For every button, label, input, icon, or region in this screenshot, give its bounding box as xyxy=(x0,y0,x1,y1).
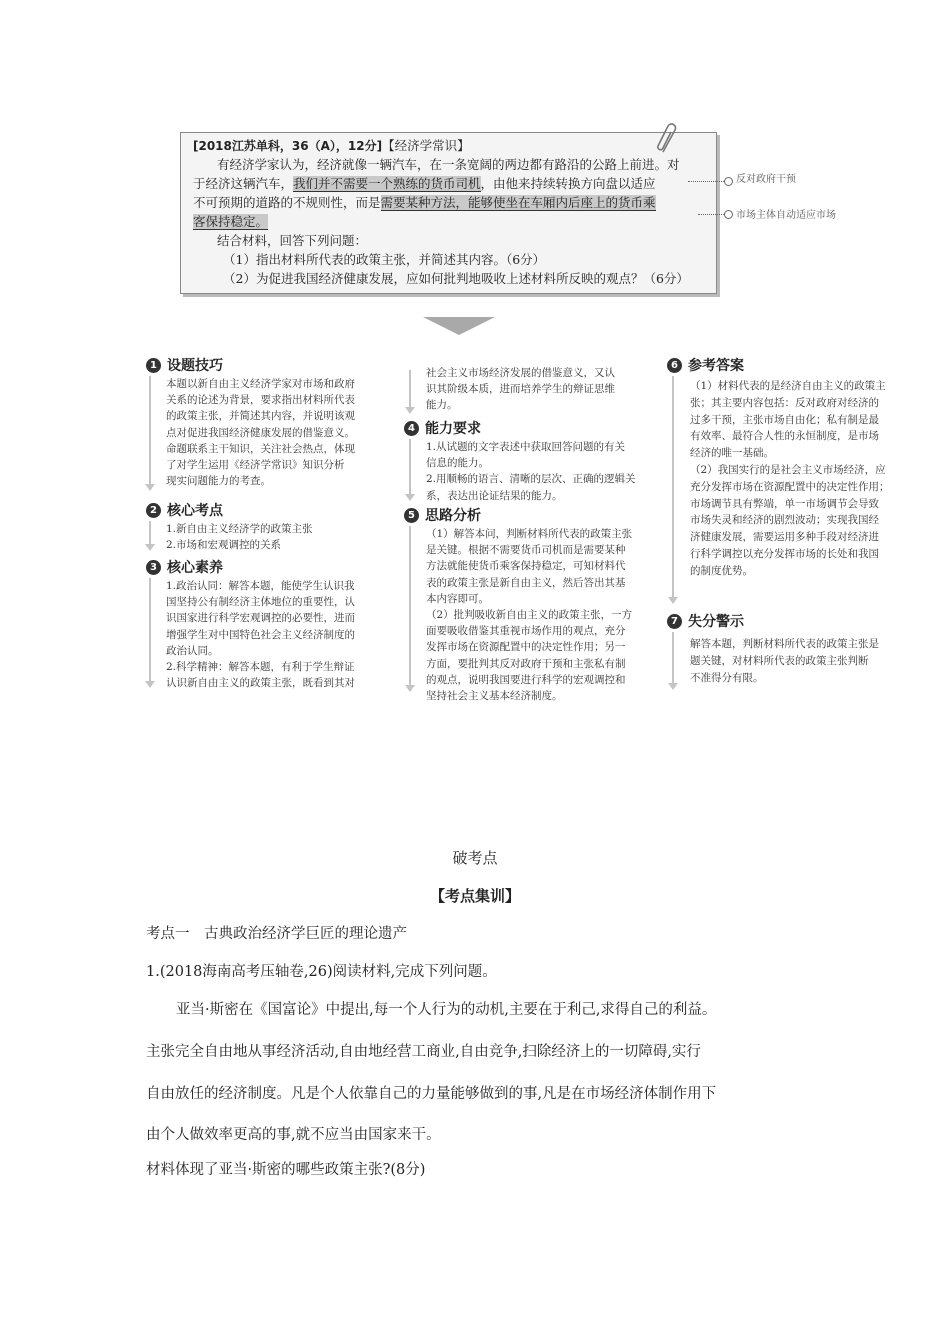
text-line: 社会主义市场经济发展的借鉴意义，又认 xyxy=(426,367,615,379)
text-line: 的政策主张，并简述其内容，并说明该观 xyxy=(166,410,355,423)
highlight-driver: 我们并不需要一个熟练的货币司机 xyxy=(293,176,481,191)
card-source: [2018江苏单科，36（A），12分] xyxy=(193,139,383,153)
card-text: 不可预期的道路的不规则性，而是 xyxy=(193,195,381,210)
text-line: 市场失灵和经济的剧烈波动；实现我国经 xyxy=(690,514,879,527)
text-line: （1）解答本问，判断材料所代表的政策主张 xyxy=(426,528,633,540)
text-line: 2.科学精神：解答本题，有利于学生辩证 xyxy=(166,661,355,674)
section-body xyxy=(166,521,313,553)
paperclip-icon xyxy=(655,122,681,156)
question-prompt: 材料体现了亚当·斯密的哪些政策主张?(8分) xyxy=(146,1162,426,1178)
card-tag: 【经济学常识】 xyxy=(382,138,470,153)
annotation-dot-1 xyxy=(724,177,733,186)
section-body xyxy=(426,526,632,704)
annotation-market-adapt: 市场主体自动适应市场 xyxy=(736,210,836,221)
number-badge: 1 xyxy=(146,358,161,373)
text-line: 市场调节具有弊端，单一市场调节会导致 xyxy=(690,497,879,510)
text-line: 1.新自由主义经济学的政策主张 xyxy=(166,523,313,535)
number-badge: 5 xyxy=(404,508,419,523)
card-line-1: 有经济学家认为，经济就像一辆汽车，在一条宽阔的两边都有路沿的公路上前进。对 xyxy=(217,157,680,172)
text-line: 认识新自由主义的政策主张，既看到其对 xyxy=(166,677,355,690)
text-line: 政治认同。 xyxy=(166,644,219,657)
card-line-5: 结合材料，回答下列问题： xyxy=(217,233,368,248)
text-line: 经济的唯一基础。 xyxy=(690,447,774,460)
text-line: 题关键，对材料所代表的政策主张判断 xyxy=(690,655,869,667)
text-line: 增强学生对中国特色社会主义经济制度的 xyxy=(166,628,355,641)
section-core-literacy xyxy=(146,557,223,577)
section-title: 设题技巧 xyxy=(167,358,223,374)
down-arrow-icon xyxy=(423,317,495,335)
rail-arrow-icon xyxy=(405,407,415,414)
question-title: 1.(2018海南高考压轴卷,26)阅读材料,完成下列问题。 xyxy=(146,964,497,980)
highlight-method: 需要某种方法，能够使坐在车厢内后座上的货币乘 xyxy=(380,195,656,210)
text-line: （2）我国实行的是社会主义市场经济，应 xyxy=(690,463,886,476)
text-line: 张；其主要内容包括：反对政府对经济的 xyxy=(690,396,879,409)
section-body-continued xyxy=(426,365,615,414)
card-text: ，由他来持续转换方向盘以适应 xyxy=(480,176,656,191)
rail-arrow-icon xyxy=(145,681,155,688)
section-title: 失分警示 xyxy=(688,614,744,630)
text-line: 面要吸收借鉴其重视市场作用的观点，充分 xyxy=(426,625,626,638)
section-title: 核心素养 xyxy=(167,560,223,576)
text-line: 2.用顺畅的语言、清晰的层次、正确的逻辑关 xyxy=(426,473,636,486)
text-line: 解答本题，判断材料所代表的政策主张是 xyxy=(690,638,879,650)
material-para-2: 主张完全自由地从事经济活动,自由地经营工商业,自由竞争,扫除经济上的一切障碍,实行 xyxy=(146,1044,701,1060)
text-line: （2）批判吸收新自由主义的政策主张，一方 xyxy=(426,609,633,622)
annotation-leader-1 xyxy=(688,181,728,182)
section-title: 思路分析 xyxy=(425,508,481,524)
text-line: 的制度优势。 xyxy=(690,564,753,577)
rail-line xyxy=(409,526,411,686)
card-line-2 xyxy=(193,175,656,193)
text-line: 识其阶级本质，进而培养学生的辩证思维 xyxy=(426,383,615,396)
annotation-dot-2 xyxy=(724,210,733,219)
number-badge: 3 xyxy=(146,560,161,575)
section-body xyxy=(426,439,636,504)
section-body xyxy=(690,378,890,580)
text-line: 关系的论述为背景，要求指出材料所代表 xyxy=(166,394,355,407)
section-ability-requirements xyxy=(404,418,481,438)
number-badge: 6 xyxy=(667,358,682,373)
text-line: 方法就能使货币乘客保持稳定，可知材料代 xyxy=(426,560,626,573)
text-line: 行科学调控以充分发挥市场的长处和我国 xyxy=(690,547,879,560)
text-line: 发挥市场在资源配置中的决定性作用；另一 xyxy=(426,641,626,654)
material-para-4: 由个人做效率更高的事,就不应当由国家来干。 xyxy=(146,1127,441,1143)
section-body xyxy=(690,636,879,687)
text-line: 过多干预，主张市场自由化；私有制是最 xyxy=(690,413,879,426)
rail-arrow-icon xyxy=(405,685,415,692)
rail-arrow-icon xyxy=(668,683,678,690)
card-question-1: （1）指出材料所代表的政策主张，并简述其内容。（6分） xyxy=(223,252,546,267)
text-line: 国坚持公有制经济主体地位的重要性，认 xyxy=(166,596,355,609)
rail-line xyxy=(149,376,151,485)
text-line: 2.市场和宏观调控的关系 xyxy=(166,539,282,552)
page-heading: 破考点 xyxy=(452,849,498,867)
text-line: 能力。 xyxy=(426,399,458,412)
rail-line xyxy=(409,370,411,408)
card-line-3 xyxy=(193,194,656,212)
text-line: 了对学生运用《经济学常识》知识分析 xyxy=(166,459,345,472)
material-para-3: 自由放任的经济制度。凡是个人依靠自己的力量能够做到的事,凡是在市场经济体制作用下 xyxy=(146,1086,717,1102)
rail-arrow-icon xyxy=(145,544,155,551)
text-line: 点对促进我国经济健康发展的借鉴意义。 xyxy=(166,426,355,439)
card-question-2: （2）为促进我国经济健康发展，应如何批判地吸收上述材料所反映的观点？（6分） xyxy=(223,271,689,286)
text-line: 1.从试题的文字表述中获取回答问题的有关 xyxy=(426,441,626,453)
rail-arrow-icon xyxy=(405,494,415,501)
text-line: 本内容即可。 xyxy=(426,592,489,605)
rail-line xyxy=(149,521,151,545)
section-core-points xyxy=(146,500,223,520)
section-body xyxy=(166,578,355,691)
section-thinking-analysis xyxy=(404,505,481,525)
rail-arrow-icon xyxy=(145,484,155,491)
text-line: 是关键。根据不需要货币司机而是需要某种 xyxy=(426,544,626,557)
text-line: 本题以新自由主义经济学家对市场和政府 xyxy=(166,378,355,390)
text-line: 1.政治认同：解答本题，能使学生认识我 xyxy=(166,580,355,592)
text-line: （1）材料代表的是经济自由主义的政策主 xyxy=(690,380,886,392)
text-line: 不准得分有限。 xyxy=(690,672,764,684)
card-text: 于经济这辆汽车， xyxy=(193,176,294,191)
text-line: 充分发挥市场在资源配置中的决定性作用； xyxy=(690,480,890,493)
number-badge: 4 xyxy=(404,421,419,436)
text-line: 有效率、最符合人性的永恒制度，是市场 xyxy=(690,430,879,443)
text-line: 济健康发展，需要运用多种手段对经济进 xyxy=(690,531,879,544)
number-badge: 2 xyxy=(146,503,161,518)
number-badge: 7 xyxy=(667,614,682,629)
rail-line xyxy=(672,632,674,684)
section-loss-warning xyxy=(667,611,744,631)
question-card xyxy=(180,132,717,294)
section-reference-answer xyxy=(667,355,744,375)
text-line: 识国家进行科学宏观调控的必要性，进而 xyxy=(166,612,355,625)
text-line: 信息的能力。 xyxy=(426,457,489,470)
card-line-4 xyxy=(193,213,268,231)
topic-title: 考点一 古典政治经济学巨匠的理论遗产 xyxy=(146,926,407,942)
text-line: 表的政策主张是新自由主义，然后答出其基 xyxy=(426,576,626,589)
rail-line xyxy=(149,578,151,682)
section-title: 能力要求 xyxy=(425,421,481,437)
text-line: 方面，要批判其反对政府干预和主张私有制 xyxy=(426,657,626,670)
section-design-technique xyxy=(146,355,223,375)
annotation-oppose-intervention: 反对政府干预 xyxy=(736,174,796,185)
section-title: 核心考点 xyxy=(167,503,223,519)
rail-line xyxy=(672,376,674,598)
page-subheading: 【考点集训】 xyxy=(429,887,520,905)
material-para-1: 亚当·斯密在《国富论》中提出,每一个人行为的动机,主要在于利己,求得自己的利益。 xyxy=(176,1002,717,1018)
section-body xyxy=(166,376,355,489)
rail-arrow-icon xyxy=(668,597,678,604)
rail-line xyxy=(409,439,411,495)
text-line: 命题联系主干知识，关注社会热点，体现 xyxy=(166,442,355,455)
text-line: 现实问题能力的考查。 xyxy=(166,475,271,488)
text-line: 坚持社会主义基本经济制度。 xyxy=(426,690,563,703)
highlight-stable: 客保持稳定。 xyxy=(193,214,269,229)
card-header xyxy=(193,137,470,155)
text-line: 的观点，说明我国要进行科学的宏观调控和 xyxy=(426,673,626,686)
section-title: 参考答案 xyxy=(688,358,744,374)
text-line: 系，表达出论证结果的能力。 xyxy=(426,489,563,502)
